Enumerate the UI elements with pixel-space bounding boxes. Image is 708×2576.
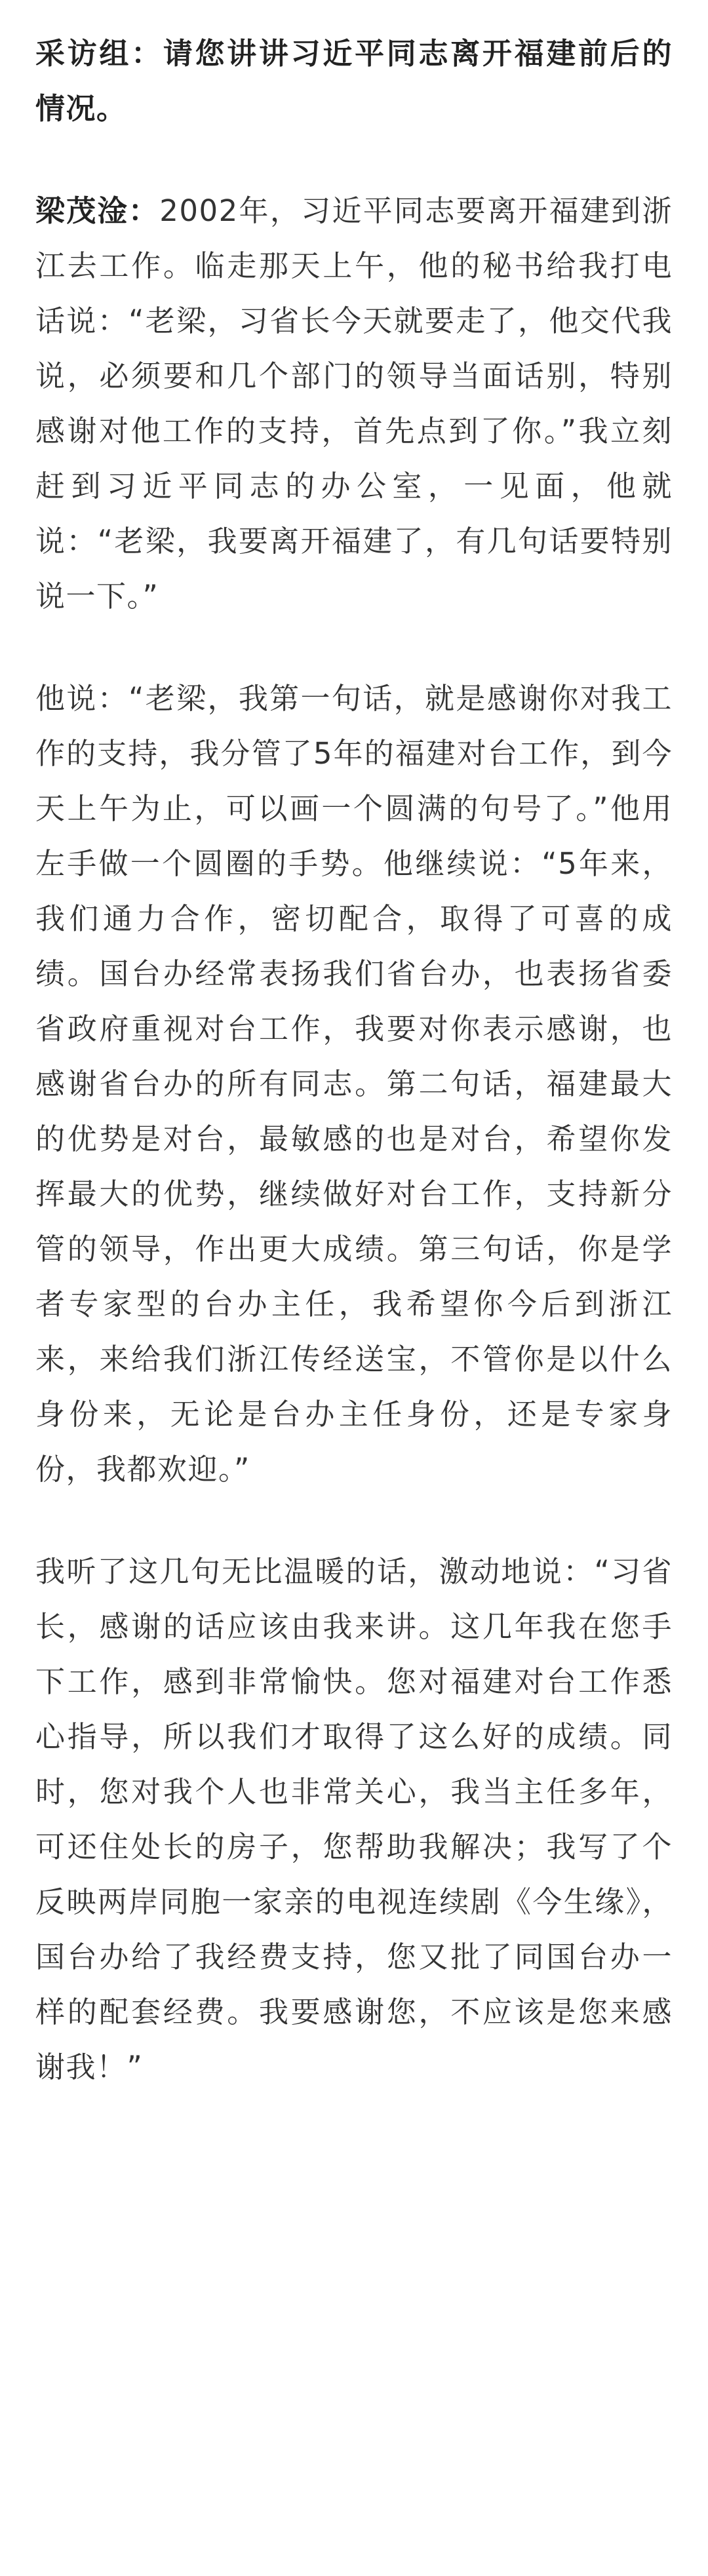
answer-speaker: 梁茂淦： [35,193,160,228]
answer-paragraph-1 [35,184,673,624]
answer-paragraph-3: 我听了这几句无比温暖的话，激动地说：“习省长，感谢的话应该由我来讲。这几年我在您手下工作，感到非常愉快。您对福建对台工作悉心指导，所以我们才取得了这么好的成绩。同时，您对我个人也非常关心，我当主任多年，可还住处长的房子，您帮助我解决；我写了个反映两岸同胞一家亲的电视连续剧《今生缘》，国台办给了我经费支持，您又批了同国台办一样的配套经费。我要感谢您，不应该是您来感谢我！” [35,1554,673,2084]
answer-paragraph-2: 他说：“老梁，我第一句话，就是感谢你对我工作的支持，我分管了5年的福建对台工作，到今天上午为止，可以画一个圆满的句号了。”他用左手做一个圆圈的手势。他继续说：“5年来，我们通力合作，密切配合，取得了可喜的成绩。国台办经常表扬我们省台办，也表扬省委省政府重视对台工作，我要对你表示感谢，也感谢省台办的所有同志。第二句话，福建最大的优势是对台，最敏感的也是对台，希望你发挥最大的优势，继续做好对台工作，支持新分管的领导，作出更大成绩。第三句话，你是学者专家型的台办主任，我希望你今后到浙江来，来给我们浙江传经送宝，不管你是以什么身份来，无论是台办主任身份，还是专家身份，我都欢迎。” [35,681,673,1487]
question-text: 请您讲讲习近平同志离开福建前后的情况。 [35,36,673,126]
answer-paragraph-1-text: 2002年，习近平同志要离开福建到浙江去工作。临走那天上午，他的秘书给我打电话说：“老梁，习省长今天就要走了，他交代我说，必须要和几个部门的领导当面话别，特别感谢对他工作的支持，首先点到了你。”我立刻赶到习近平同志的办公室，一见面，他就说：“老梁，我要离开福建了，有几句话要特别说一下。” [35,193,673,614]
article-body [35,26,673,2095]
interview-question [35,26,673,136]
question-speaker: 采访组： [35,36,163,71]
